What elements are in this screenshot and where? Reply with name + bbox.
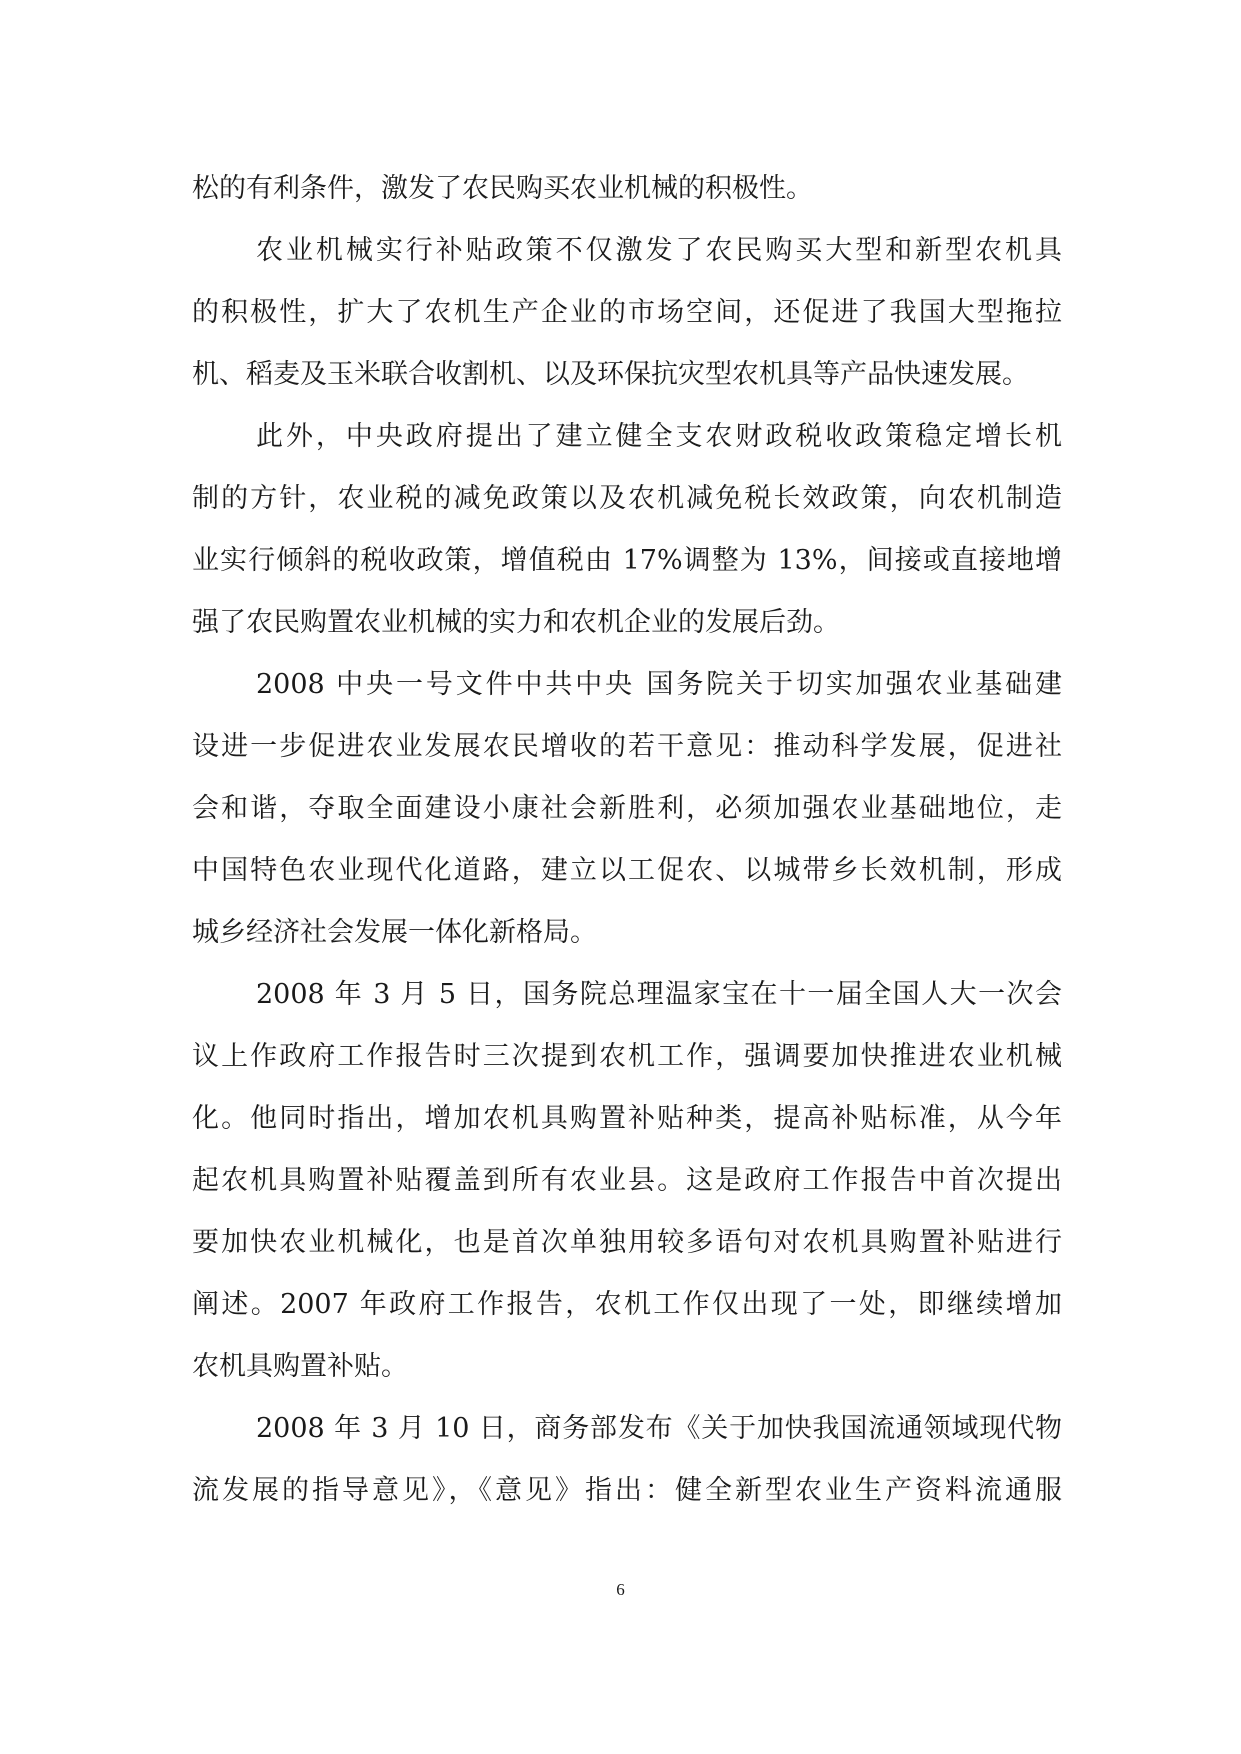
text-line: 会和谐，夺取全面建设小康社会新胜利，必须加强农业基础地位，走 [192, 793, 1062, 824]
text-line: 制的方针，农业税的减免政策以及农机减免税长效政策，向农机制造 [192, 483, 1062, 514]
document-body [192, 158, 1062, 1522]
page-number: 6 [616, 1580, 625, 1599]
text-line: 起农机具购置补贴覆盖到所有农业县。这是政府工作报告中首次提出 [192, 1165, 1062, 1196]
text-line: 此外，中央政府提出了建立健全支农财政税收政策稳定增长机 [256, 421, 1062, 452]
text-line: 业实行倾斜的税收政策，增值税由 17%调整为 13%，间接或直接地增 [192, 545, 1062, 576]
text-line: 议上作政府工作报告时三次提到农机工作，强调要加快推进农业机械 [192, 1041, 1062, 1072]
text-line: 的积极性，扩大了农机生产企业的市场空间，还促进了我国大型拖拉 [192, 297, 1062, 328]
text-line: 城乡经济社会发展一体化新格局。 [192, 917, 597, 948]
text-line: 阐述。2007 年政府工作报告，农机工作仅出现了一处，即继续增加 [192, 1289, 1062, 1320]
text-line: 化。他同时指出，增加农机具购置补贴种类，提高补贴标准，从今年 [192, 1103, 1062, 1134]
text-line: 强了农民购置农业机械的实力和农机企业的发展后劲。 [192, 607, 840, 638]
text-line: 松的有利条件，激发了农民购买农业机械的积极性。 [192, 173, 813, 204]
text-line: 农业机械实行补贴政策不仅激发了农民购买大型和新型农机具 [256, 235, 1062, 266]
text-line: 设进一步促进农业发展农民增收的若干意见：推动科学发展，促进社 [192, 731, 1062, 762]
text-line: 农机具购置补贴。 [192, 1351, 408, 1382]
text-line: 流发展的指导意见》，《意见》指出：健全新型农业生产资料流通服 [192, 1475, 1062, 1506]
text-line: 机、稻麦及玉米联合收割机、以及环保抗灾型农机具等产品快速发展。 [192, 359, 1029, 390]
text-line: 2008 年 3 月 5 日，国务院总理温家宝在十一届全国人大一次会 [256, 979, 1062, 1010]
text-line: 2008 中央一号文件中共中央 国务院关于切实加强农业基础建 [256, 669, 1062, 700]
text-line: 中国特色农业现代化道路，建立以工促农、以城带乡长效机制，形成 [192, 855, 1062, 886]
text-line: 2008 年 3 月 10 日，商务部发布《关于加快我国流通领域现代物 [256, 1413, 1062, 1444]
text-line: 要加快农业机械化，也是首次单独用较多语句对农机具购置补贴进行 [192, 1227, 1062, 1258]
